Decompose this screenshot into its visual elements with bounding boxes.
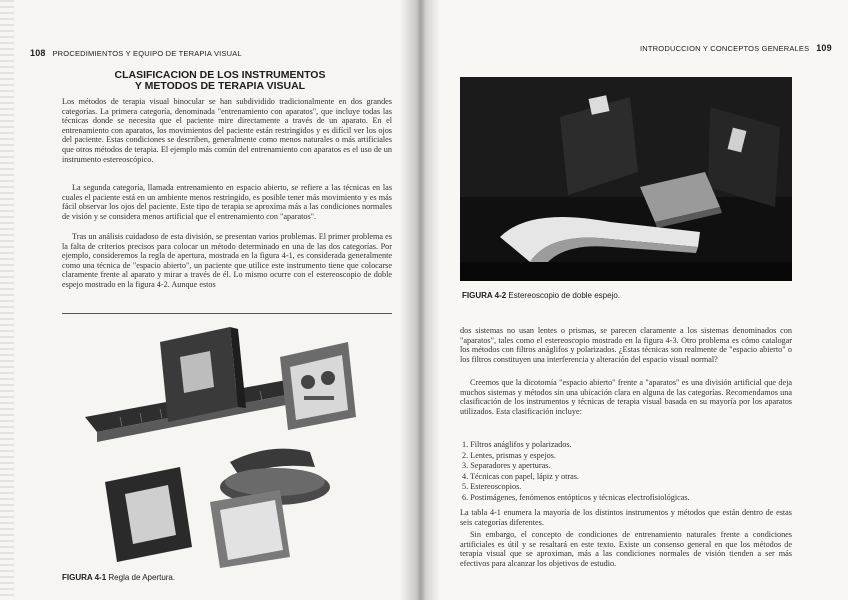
left-figure-rule [62, 313, 392, 314]
aperture-window [180, 351, 214, 393]
book-gutter-shadow [400, 0, 440, 600]
right-running-head-text: INTRODUCCION Y CONCEPTOS GENERALES [640, 44, 810, 53]
list-item: 6. Postimágenes, fenómenos entópticos y técnicas electrofisiológicas. [462, 492, 690, 502]
page-edge-shadow [0, 0, 14, 600]
right-paragraph-2: Creemos que la dicotomía "espacio abierto" frente a "aparatos" es una división artificial que deja muchos sistemas y métodos sin una ubicación clara en alguna de las categorías. Recomendamos una clasificación de los instrumentos y técnicas de terapia visual basada en su mayoría por los aparatos utilizados. Esta clasificación incluye: [460, 378, 792, 416]
spare-aperture-window [125, 485, 176, 544]
left-page [0, 0, 418, 600]
right-paragraph-4: Sin embargo, el concepto de condiciones de entrenamiento naturales frente a condiciones artificiales es útil y se resaltará en este texto. Existe un consenso general en que los métodos de terapia visual que se aproximan, más a las condiciones normales de visión tienden a ser más efectivos para alcanzar los objetivos de estudio. [460, 530, 792, 568]
left-paragraph-3: Tras un análisis cuidadoso de esta división, se presentan varios problemas. El primer problema es la falta de criterios precisos para colocar un método determinado en una de las dos categorías. Por ejemplo, consideremos la regla de apertura, mostrada en la figura 4-1, es considerada generalmente como una técnica de "espacio abierto", un paciente que utilice este instrumento tiene que colocarse claramente frente al aparato y mirar a través de él. Lo mismo ocurre con el estereoscopio de doble espejo mostrado en la figura 4-2. Aunque estos [62, 232, 392, 289]
left-page-number: 108 [30, 48, 46, 58]
figure-4-1-text: Regla de Apertura. [108, 573, 176, 582]
right-paragraph-3: La tabla 4-1 enumera la mayoría de los distintos instrumentos y métodos que están dentro de estas seis categorías diferentes. [460, 508, 792, 527]
list-item: 3. Separadores y aperturas. [462, 461, 551, 470]
left-paragraph-1: Los métodos de terapia visual binocular se han subdividido tradicionalmente en dos grandes categorías. La primera categoría, denominada "entrenamiento con aparatos", que incluye todas las técnicas donde se necesita que el paciente mire directamente a través de un aparato. En el entrenamiento con aparatos, los movimientos del paciente están restringidos y es difícil ver los ojos del paciente. Estas condiciones se describen, generalmente como menos naturales o más artificiales que otros métodos de terapia. El ejemplo más común del entrenamiento con aparatos es el uso de un instrumento estereoscópico. [62, 97, 392, 164]
figure-4-1-caption [62, 573, 175, 582]
right-page-number: 109 [816, 43, 832, 53]
target-circle-1 [301, 375, 315, 389]
spare-target-face [220, 500, 283, 560]
list-item: 5. Estereoscopios. [462, 482, 522, 491]
list-item: 2. Lentes, prismas y espejos. [462, 450, 556, 460]
stereoscope-photo [460, 77, 792, 281]
section-title-line1: CLASIFICACION DE LOS INSTRUMENTOS [114, 69, 326, 81]
classification-list [462, 440, 792, 503]
target-text-line [304, 396, 334, 400]
figure-4-1-label: FIGURA 4-1 [62, 573, 107, 582]
list-item: 4. Técnicas con papel, lápiz y otras. [462, 471, 579, 481]
photo-floor [460, 262, 792, 281]
list-item: 1. Filtros anáglifos y polarizados. [462, 440, 572, 449]
right-running-head [640, 43, 832, 53]
right-paragraph-1: dos sistemas no usan lentes o prismas, se parecen claramente a los sistemas denominados con "aparatos", tales como el estereoscopio mostrado en la figura 4-3. Otro problema es cómo catalogar los métodos con filtros anáglifos y polarizados. ¿Estas técnicas son realmente de "espacio abierto" o los filtros constituyen una interferencia y alteración del espacio visual normal? [460, 326, 792, 364]
left-running-head-text: PROCEDIMIENTOS Y EQUIPO DE TERAPIA VISUAL [52, 49, 242, 58]
section-title [70, 70, 370, 92]
left-paragraph-2: La segunda categoría, llamada entrenamiento en espacio abierto, se refiere a las técnicas en las cuales el paciente está en un ambiente menos restringido, es posible tener más movimiento y es más fácil observar los ojos del paciente. Este tipo de terapia se aproxima más a las condiciones normales de visión y se considera menos artificial que el entrenamiento con "aparatos". [62, 183, 392, 221]
target-circle-2 [321, 371, 335, 385]
aperture-rule-figure [80, 322, 380, 572]
figure-4-2-caption [462, 291, 620, 300]
left-running-head [30, 48, 242, 58]
section-title-line2: Y METODOS DE TERAPIA VISUAL [134, 80, 306, 92]
figure-4-2-label: FIGURA 4-2 [462, 291, 507, 300]
figure-4-2-text: Estereoscopio de doble espejo. [508, 291, 621, 300]
